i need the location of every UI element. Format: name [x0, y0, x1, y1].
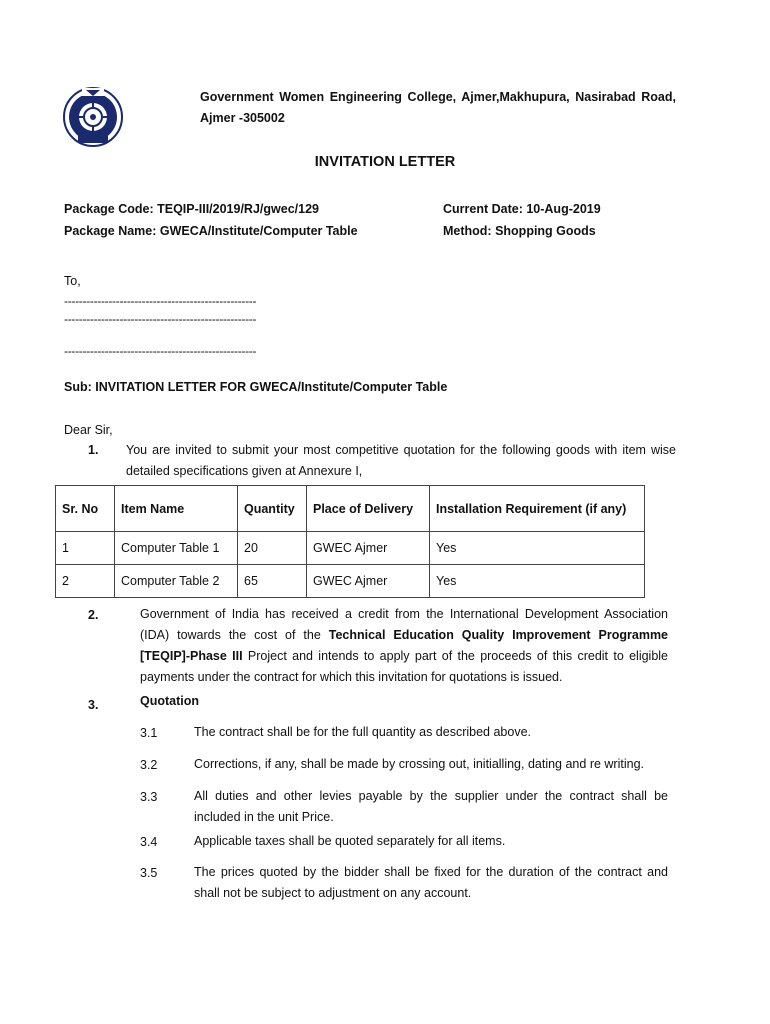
cell-sr-no: 1 — [56, 532, 115, 565]
recipient-line-2: ---------------------------------------------------- — [64, 312, 257, 326]
procurement-method: Method: Shopping Goods — [443, 224, 596, 238]
current-date: Current Date: 10-Aug-2019 — [443, 202, 601, 216]
cell-installation: Yes — [430, 532, 645, 565]
cell-place-of-delivery: GWEC Ajmer — [307, 565, 430, 598]
subject-line: Sub: INVITATION LETTER FOR GWECA/Institute/Computer Table — [64, 380, 448, 394]
cell-place-of-delivery: GWEC Ajmer — [307, 532, 430, 565]
package-code: Package Code: TEQIP-III/2019/RJ/gwec/129 — [64, 202, 319, 216]
table-header-row — [56, 486, 645, 532]
salutation: Dear Sir, — [64, 423, 113, 437]
clause-number: 3.5 — [140, 866, 158, 880]
col-sr-no: Sr. No — [56, 486, 115, 532]
clause-number: 3.2 — [140, 758, 158, 772]
college-address: Government Women Engineering College, Ajmer,Makhupura, Nasirabad Road, Ajmer -305002 — [200, 90, 676, 125]
letter-title: INVITATION LETTER — [314, 154, 456, 170]
point-2-text-start: Government of India has received a credit from the International Development Association (IDA) towards the cost of the — [140, 607, 668, 642]
cell-quantity: 20 — [238, 532, 307, 565]
clause-text: The prices quoted by the bidder shall be fixed for the duration of the contract and shall not be subject to adjustment on any account. — [194, 865, 668, 900]
clause-text: Corrections, if any, shall be made by crossing out, initialling, dating and re writing. — [194, 757, 644, 771]
clause-number: 3.3 — [140, 790, 158, 804]
col-installation-requirement: Installation Requirement (if any) — [430, 486, 645, 532]
col-place-of-delivery: Place of Delivery — [307, 486, 430, 532]
point-1-number: 1. — [88, 443, 99, 457]
point-3-heading: Quotation — [140, 694, 200, 708]
recipient-line-3: ---------------------------------------------------- — [64, 344, 257, 358]
cell-installation: Yes — [430, 565, 645, 598]
col-item-name: Item Name — [115, 486, 238, 532]
clause-number: 3.4 — [140, 835, 158, 849]
college-seal-logo — [62, 86, 124, 148]
items-table — [55, 485, 645, 598]
point-1-text: You are invited to submit your most competitive quotation for the following goods with item wise detailed specifications given at Annexure I, — [126, 443, 676, 478]
cell-sr-no: 2 — [56, 565, 115, 598]
point-2-text-end: Project and intends to apply part of the proceeds of this credit to eligible payments under the contract for which this invitation for quotations is issued. — [140, 649, 669, 684]
clause-text: Applicable taxes shall be quoted separately for all items. — [194, 834, 506, 848]
cell-item-name: Computer Table 1 — [115, 532, 238, 565]
table-row — [56, 532, 645, 565]
point-3-number: 3. — [88, 698, 99, 712]
table-row — [56, 565, 645, 598]
package-name: Package Name: GWECA/Institute/Computer Table — [64, 224, 358, 238]
point-2-programme-name: Technical Education Quality Improvement Programme [TEQIP]-Phase III — [140, 628, 669, 663]
recipient-to: To, — [64, 274, 81, 288]
clause-text: All duties and other levies payable by the supplier under the contract shall be included in the unit Price. — [194, 789, 668, 824]
cell-quantity: 65 — [238, 565, 307, 598]
clause-text: The contract shall be for the full quantity as described above. — [194, 725, 531, 739]
clause-number: 3.1 — [140, 726, 158, 740]
col-quantity: Quantity — [238, 486, 307, 532]
point-2-number: 2. — [88, 608, 99, 622]
recipient-line-1: ---------------------------------------------------- — [64, 294, 257, 308]
cell-item-name: Computer Table 2 — [115, 565, 238, 598]
point-2-text — [140, 604, 668, 688]
